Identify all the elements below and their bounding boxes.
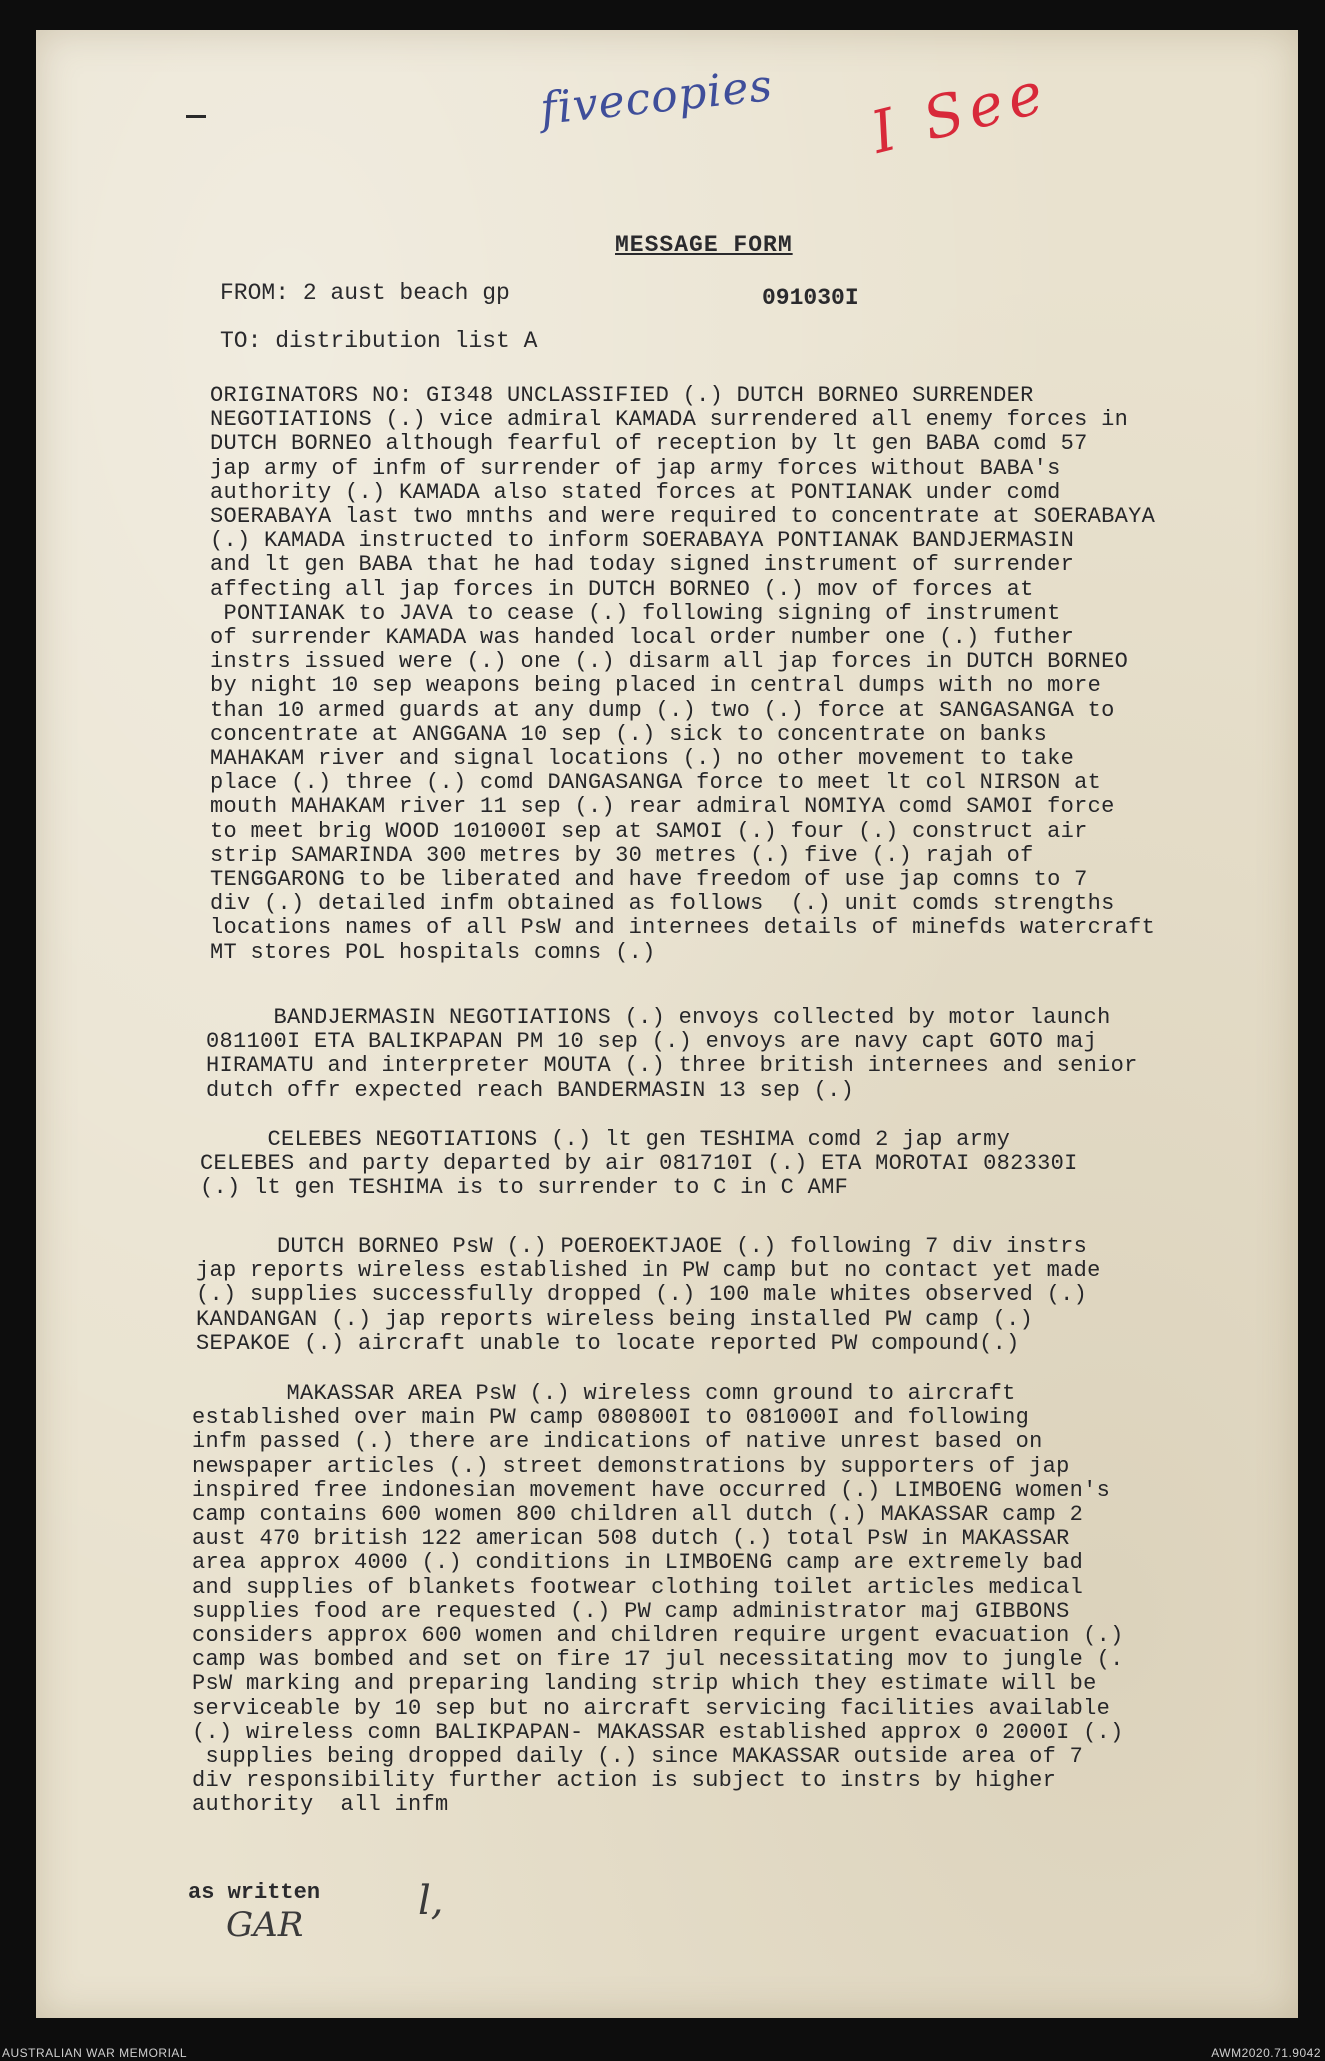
message-line: of surrender KAMADA was handed local order number one (.) futher — [210, 625, 1075, 651]
message-paragraph-originators — [210, 384, 1155, 965]
signature-mark: l, — [418, 1878, 444, 1924]
to-line: TO: distribution list A — [220, 328, 538, 354]
message-line: instrs issued were (.) one (.) disarm all jap forces in DUTCH BORNEO — [210, 649, 1129, 675]
archive-caption-right: AWM2020.71.9042 — [1211, 2046, 1321, 2060]
message-line: newspaper articles (.) street demonstrations by supporters of jap — [192, 1453, 1070, 1479]
handwritten-annotation-red: I See — [864, 57, 1056, 167]
message-line: locations names of all PsW and internees details of minefds watercraft — [210, 915, 1156, 941]
message-line: area approx 4000 (.) conditions in LIMBOENG camp are extremely bad — [192, 1550, 1084, 1576]
message-line: authority (.) KAMADA also stated forces at PONTIANAK under comd — [210, 479, 1061, 505]
message-line: concentrate at ANGGANA 10 sep (.) sick to concentrate on banks — [210, 721, 1048, 747]
message-line: aust 470 british 122 american 508 dutch (.) total PsW in MAKASSAR — [192, 1526, 1070, 1552]
message-line: serviceable by 10 sep but no aircraft servicing facilities available — [192, 1695, 1111, 1721]
message-line: place (.) three (.) comd DANGASANGA force to meet lt col NIRSON at — [210, 770, 1102, 796]
message-line: MT stores POL hospitals comns (.) — [210, 939, 656, 965]
message-line: NEGOTIATIONS (.) vice admiral KAMADA surrendered all enemy forces in — [210, 407, 1129, 433]
message-line: MAKASSAR AREA PsW (.) wireless comn ground to aircraft — [192, 1381, 1016, 1406]
message-line: KANDANGAN (.) jap reports wireless being installed PW camp (.) — [196, 1306, 1034, 1332]
message-line: affecting all jap forces in DUTCH BORNEO (.) mov of forces at — [210, 576, 1034, 602]
message-line: div (.) detailed infm obtained as follows (.) unit comds strengths — [210, 891, 1115, 917]
as-written-label: as written — [188, 1880, 321, 1905]
message-line: camp was bombed and set on fire 17 jul necessitating mov to jungle (. — [192, 1647, 1124, 1673]
message-line: jap army of infm of surrender of jap army forces without BABA's — [210, 455, 1061, 481]
message-line: camp contains 600 women 800 children all dutch (.) MAKASSAR camp 2 — [192, 1502, 1084, 1528]
message-paragraph-bandjermasin — [206, 1006, 1138, 1103]
message-line: and lt gen BABA that he had today signed instrument of surrender — [210, 552, 1075, 578]
message-line: CELEBES and party departed by air 081710I (.) ETA MOROTAI 082330I — [200, 1151, 1078, 1177]
message-line: (.) supplies successfully dropped (.) 100 male whites observed (.) — [196, 1282, 1088, 1308]
message-line: (.) KAMADA instructed to inform SOERABAYA PONTIANAK BANDJERMASIN — [210, 528, 1075, 554]
message-line: jap reports wireless established in PW camp but no contact yet made — [196, 1258, 1101, 1284]
form-title: MESSAGE FORM — [615, 232, 793, 258]
message-line: established over main PW camp 080800I to 081000I and following — [192, 1405, 1030, 1431]
message-line: ORIGINATORS NO: GI348 UNCLASSIFIED (.) DUTCH BORNEO SURRENDER — [210, 383, 1034, 408]
message-line: infm passed (.) there are indications of native unrest based on — [192, 1429, 1043, 1455]
message-line: supplies being dropped daily (.) since MAKASSAR outside area of 7 — [192, 1744, 1084, 1770]
message-line: 081100I ETA BALIKPAPAN PM 10 sep (.) envoys are navy capt GOTO maj — [206, 1029, 1098, 1055]
message-line: DUTCH BORNEO although fearful of reception by lt gen BABA comd 57 — [210, 431, 1088, 457]
handwritten-annotation-blue: fivecopies — [537, 59, 776, 136]
message-line: MAHAKAM river and signal locations (.) no other movement to take — [210, 746, 1075, 772]
message-line: SOERABAYA last two mnths and were required to concentrate at SOERABAYA — [210, 504, 1156, 530]
date-time-group: 091030I — [762, 285, 859, 311]
message-line: SEPAKOE (.) aircraft unable to locate reported PW compound(.) — [196, 1330, 1020, 1356]
message-paragraph-dutch-borneo-psw — [196, 1235, 1101, 1356]
message-line: PsW marking and preparing landing strip which they estimate will be — [192, 1671, 1097, 1697]
message-line: TENGGARONG to be liberated and have freedom of use jap comns to 7 — [210, 867, 1088, 893]
message-line: CELEBES NEGOTIATIONS (.) lt gen TESHIMA comd 2 jap army — [200, 1127, 1011, 1152]
message-line: strip SAMARINDA 300 metres by 30 metres (.) five (.) rajah of — [210, 842, 1034, 868]
message-paragraph-celebes — [200, 1128, 1078, 1201]
message-line: BANDJERMASIN NEGOTIATIONS (.) envoys collected by motor launch — [206, 1005, 1111, 1030]
message-line: div responsibility further action is subject to instrs by higher — [192, 1768, 1057, 1794]
message-line: considers approx 600 women and children require urgent evacuation (.) — [192, 1623, 1124, 1649]
message-line: (.) wireless comn BALIKPAPAN- MAKASSAR established approx 0 2000I (.) — [192, 1719, 1124, 1745]
message-paragraph-makassar — [192, 1382, 1124, 1818]
message-line: PONTIANAK to JAVA to cease (.) following signing of instrument — [210, 600, 1061, 626]
archive-caption-left: AUSTRALIAN WAR MEMORIAL — [2, 2046, 188, 2060]
message-line: and supplies of blankets footwear clothing toilet articles medical — [192, 1574, 1084, 1600]
message-line: dutch offr expected reach BANDERMASIN 13 sep (.) — [206, 1077, 855, 1103]
message-line: by night 10 sep weapons being placed in central dumps with no more — [210, 673, 1102, 699]
message-line: DUTCH BORNEO PsW (.) POEROEKTJAOE (.) following 7 div instrs — [196, 1234, 1088, 1259]
from-line: FROM: 2 aust beach gp — [220, 280, 510, 306]
message-line: HIRAMATU and interpreter MOUTA (.) three british internees and senior — [206, 1053, 1138, 1079]
message-line: mouth MAHAKAM river 11 sep (.) rear admiral NOMIYA comd SAMOI force — [210, 794, 1115, 820]
message-line: authority all infm — [192, 1792, 449, 1818]
message-line: supplies food are requested (.) PW camp administrator maj GIBBONS — [192, 1598, 1070, 1624]
signature-scrawl: GAR — [226, 1905, 304, 1945]
message-line: inspired free indonesian movement have occurred (.) LIMBOENG women's — [192, 1477, 1111, 1503]
message-line: (.) lt gen TESHIMA is to surrender to C in C AMF — [200, 1175, 849, 1201]
message-line: than 10 armed guards at any dump (.) two (.) force at SANGASANGA to — [210, 697, 1115, 723]
message-line: to meet brig WOOD 101000I sep at SAMOI (.) four (.) construct air — [210, 818, 1088, 844]
punch-mark — [186, 115, 206, 118]
